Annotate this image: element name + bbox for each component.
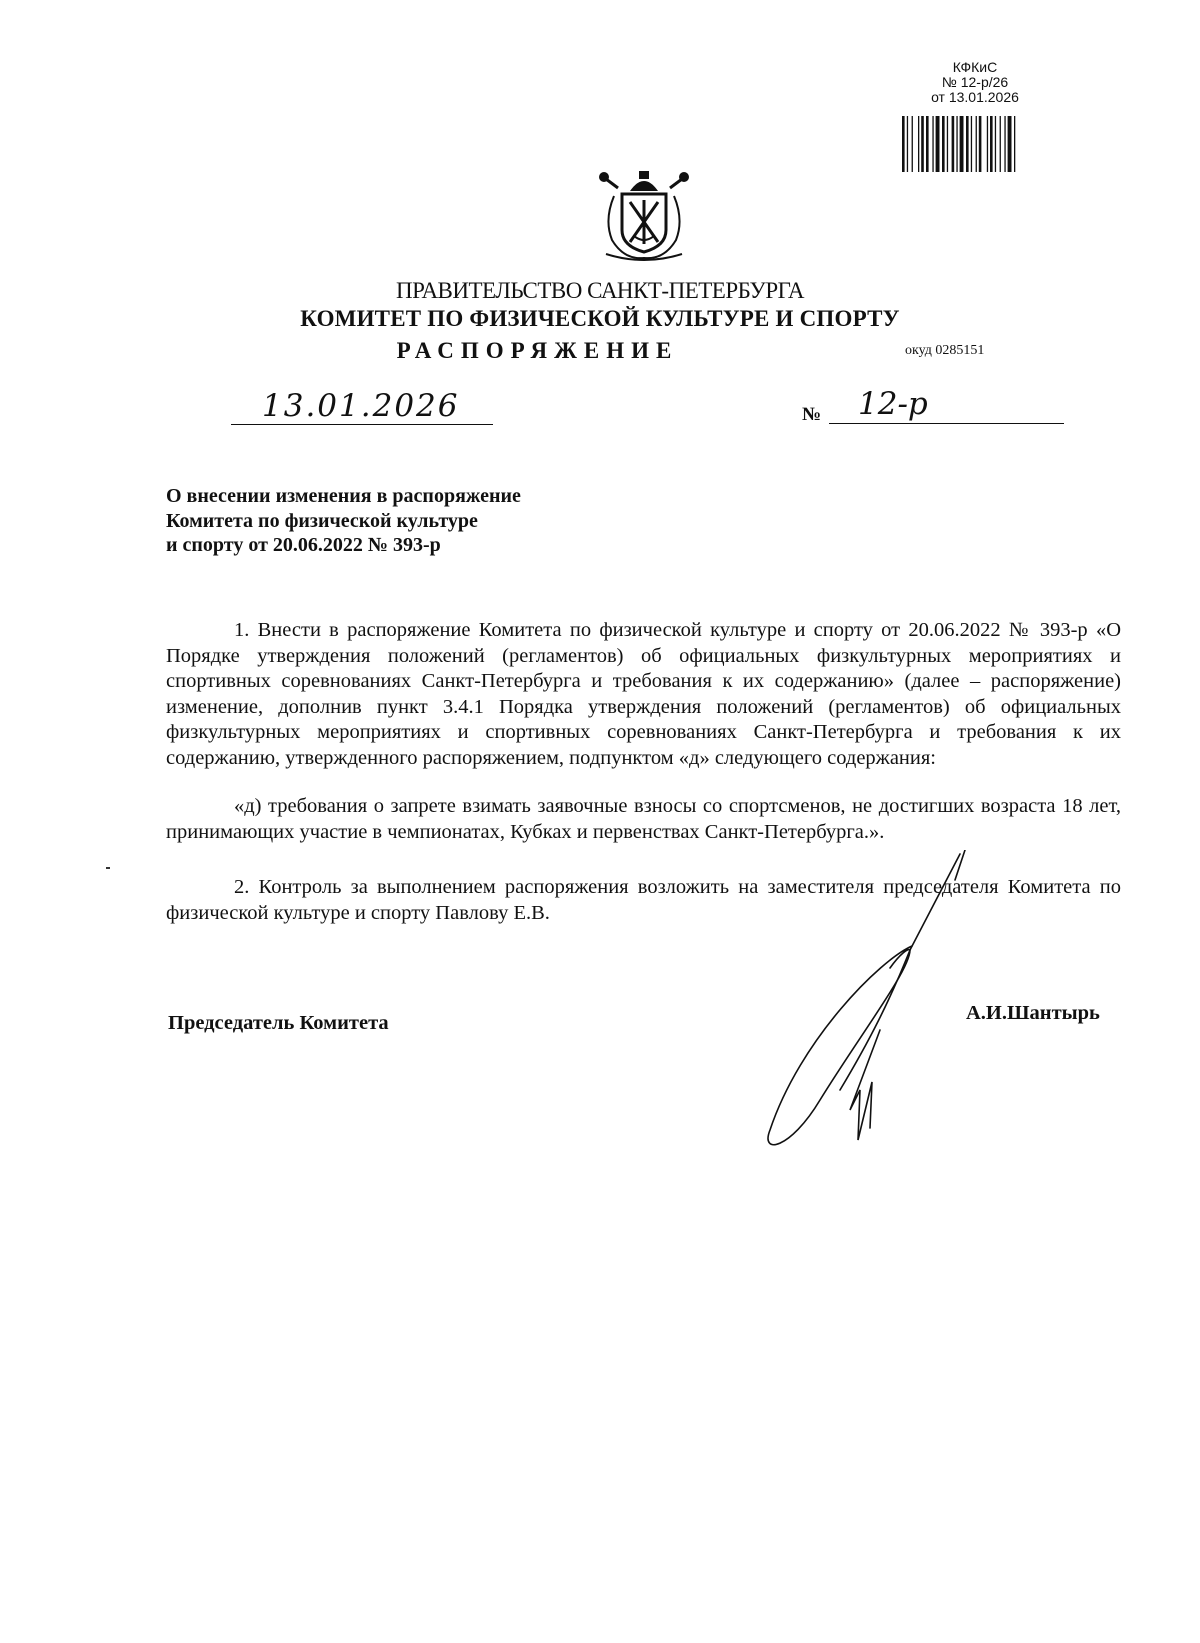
barcode-bar bbox=[1000, 116, 1001, 172]
barcode-bar bbox=[1014, 116, 1015, 172]
barcode-bar bbox=[902, 116, 905, 172]
barcode-bar bbox=[956, 116, 957, 172]
okud-code: окуд 0285151 bbox=[905, 343, 985, 358]
barcode-bar bbox=[960, 116, 964, 172]
document-number: 12-р bbox=[858, 386, 928, 422]
subject-line: и спорту от 20.06.2022 № 393-р bbox=[166, 534, 441, 556]
handwritten-signature bbox=[760, 850, 1020, 1160]
barcode-icon bbox=[902, 116, 1054, 172]
number-underline bbox=[829, 423, 1064, 424]
document-date: 13.01.2026 bbox=[262, 388, 460, 424]
signer-name: А.И.Шантырь bbox=[966, 1002, 1100, 1024]
stamp-date: от 13.01.2026 bbox=[931, 89, 1019, 105]
barcode-bar bbox=[918, 116, 919, 172]
barcode-bar bbox=[966, 116, 969, 172]
paragraph-1: 1. Внести в распоряжение Комитета по физической культуре и спорту от 20.06.2022 № 393-р «О Порядке утверждения положений (регламентов) об официальных физкультурных мероприятиях и спортивных соревнованиях Санкт-Петербурга и требования к их содержанию» (далее – распоряжение) изменение, дополнив пункт 3.4.1 Порядка утверждения положений (регламентов) об официальных физкультурных мероприятиях и спортивных соревнованиях Санкт-Петербурга и требования к их содержанию, утвержденного распоряжением, подпунктом «д» следующего содержания: bbox=[166, 619, 1121, 769]
barcode-bar bbox=[952, 116, 955, 172]
barcode-bar bbox=[932, 116, 933, 172]
paragraph-subitem-d: «д) требования о запрете взимать заявочные взносы со спортсменов, не достигших возраста 18 лет, принимающих участие в чемпионатах, Кубках и первенствах Санкт-Петербурга.». bbox=[166, 795, 1121, 843]
barcode-bar bbox=[942, 116, 945, 172]
stamp-org: КФКиС bbox=[952, 59, 998, 75]
stamp-number: № 12-р/26 bbox=[941, 74, 1009, 90]
date-underline bbox=[231, 424, 493, 425]
number-sign: № bbox=[802, 404, 822, 425]
document-subject bbox=[166, 484, 636, 558]
barcode-bar bbox=[926, 116, 929, 172]
registration-stamp bbox=[880, 60, 1070, 105]
barcode-bar bbox=[971, 116, 972, 172]
barcode-bar bbox=[990, 116, 993, 172]
barcode-bar bbox=[979, 116, 982, 172]
barcode-bar bbox=[987, 116, 988, 172]
barcode-bar bbox=[976, 116, 977, 172]
barcode-bar bbox=[907, 116, 908, 172]
subject-line: О внесении изменения в распоряжение bbox=[166, 485, 521, 507]
barcode-bar bbox=[1008, 116, 1012, 172]
paragraph-2: 2. Контроль за выполнением распоряжения возложить на заместителя председателя Комитета по физической культуре и спорту Павлову Е.В. bbox=[166, 876, 1121, 924]
barcode-bar bbox=[912, 116, 913, 172]
committee-title: КОМИТЕТ ПО ФИЗИЧЕСКОЙ КУЛЬТУРЕ И СПОРТУ bbox=[300, 306, 900, 331]
signer-title: Председатель Комитета bbox=[168, 1012, 389, 1034]
saint-petersburg-coat-of-arms-icon bbox=[596, 170, 692, 262]
barcode-bar bbox=[995, 116, 996, 172]
barcode-bar bbox=[921, 116, 924, 172]
barcode-bar bbox=[936, 116, 940, 172]
margin-mark bbox=[106, 867, 110, 869]
barcode-bar bbox=[1004, 116, 1005, 172]
subject-line: Комитета по физической культуре bbox=[166, 509, 478, 532]
barcode-bar bbox=[947, 116, 948, 172]
government-title: ПРАВИТЕЛЬСТВО САНКТ-ПЕТЕРБУРГА bbox=[395, 278, 805, 303]
document-type: РАСПОРЯЖЕНИЕ bbox=[396, 338, 679, 363]
